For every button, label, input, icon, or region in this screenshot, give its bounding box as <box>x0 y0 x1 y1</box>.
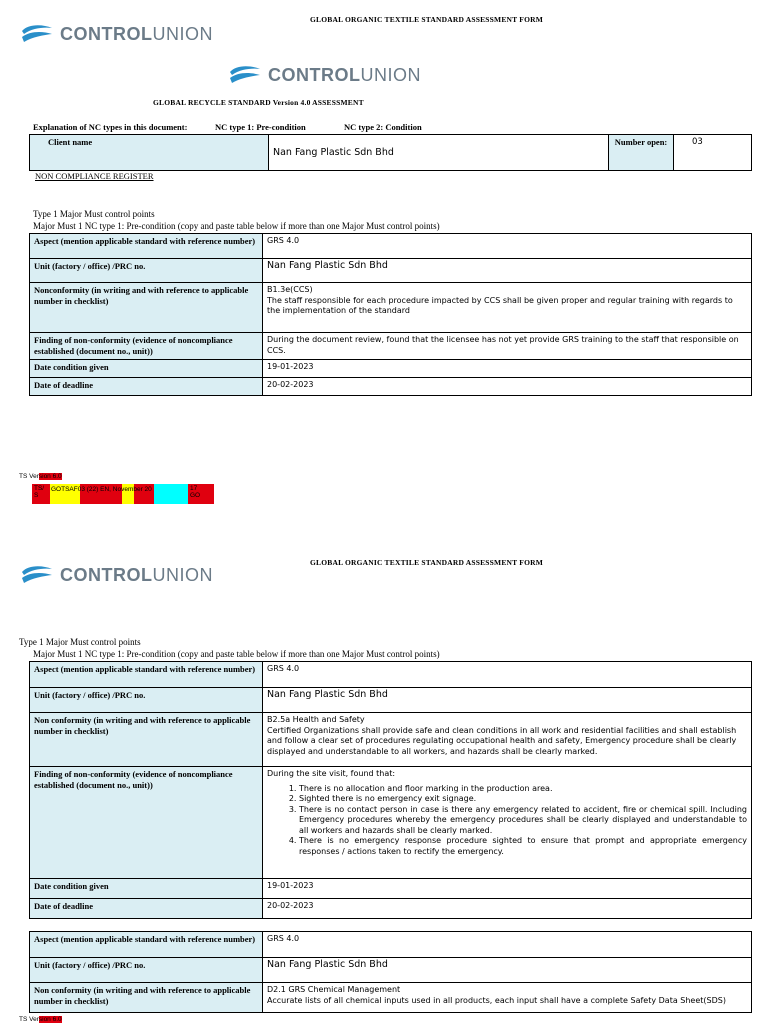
aspect-label: Aspect (mention applicable standard with reference number) <box>30 234 263 259</box>
footer-ts-version: TS Version 6.0 <box>19 473 62 480</box>
register-title: NON COMPLIANCE REGISTER <box>35 171 154 181</box>
page2-footer-ts-version: TS Version 6.0 <box>19 1016 62 1023</box>
date-given-value: 19-01-2023 <box>263 879 752 899</box>
type1-heading: Type 1 Major Must control points <box>33 209 155 219</box>
client-table <box>29 134 752 171</box>
date-given-label: Date condition given <box>30 360 263 378</box>
nc-explain-label: Explanation of NC types in this document: <box>33 122 188 132</box>
finding-list <box>267 784 747 858</box>
major-must-note: Major Must 1 NC type 1: Pre-condition (copy and paste table below if more than one Major Must control points) <box>33 221 440 231</box>
page2-type1-heading: Type 1 Major Must control points <box>19 637 141 647</box>
nc-type2-label: NC type 2: Condition <box>344 122 422 132</box>
deadline-label: Date of deadline <box>30 378 263 396</box>
nc-table-3 <box>29 931 752 1013</box>
finding-label: Finding of non-conformity (evidence of noncompliance established (document no., unit)) <box>30 333 263 360</box>
nc-table-1 <box>29 233 752 396</box>
number-open-label: Number open: <box>609 135 674 171</box>
list-item: 3. There is no contact person in case is there any emergency related to accident, fire or chemical spill. Including Emergency procedures whereby the emergency procedures shall be clearly displayed and understandable to all workers and hazards shall be clearly marked. <box>299 805 747 837</box>
finding-value: During the site visit, found that: 1. There is no allocation and floor marking in the production area. 2. Sighted there is no emergency exit signage. 3. There is no contact person in case is there any emergency related to accident, fire or chemical spill. Including Emergency procedures whereby the emergency procedures shall be clearly displayed and understandable to all workers and hazards shall be clearly marked. 4. There is no emergency response procedure sighted to ensure that prompt and appropriate emergency responses / actions taken to rectify the emergency. <box>263 767 752 879</box>
deadline-value: 20-02-2023 <box>263 899 752 919</box>
nc-table-2 <box>29 661 752 919</box>
control-union-logo-center: CONTROLUNION <box>228 63 421 87</box>
aspect-label: Aspect (mention applicable standard with reference number) <box>30 932 263 958</box>
control-union-swirl-icon <box>20 22 54 46</box>
page-header-title: GLOBAL ORGANIC TEXTILE STANDARD ASSESSMENT FORM <box>310 15 543 24</box>
control-union-logo-page2: CONTROLUNION <box>20 563 213 587</box>
date-given-label: Date condition given <box>30 879 263 899</box>
aspect-value: GRS 4.0 <box>263 932 752 958</box>
nonconformity-label: Non conformity (in writing and with reference to applicable number in checklist) <box>30 713 263 767</box>
list-item: 2. Sighted there is no emergency exit signage. <box>299 794 747 805</box>
aspect-label: Aspect (mention applicable standard with reference number) <box>30 662 263 688</box>
finding-label: Finding of non-conformity (evidence of noncompliance established (document no., unit)) <box>30 767 263 879</box>
page2-header-title: GLOBAL ORGANIC TEXTILE STANDARD ASSESSMENT FORM <box>310 558 543 567</box>
deadline-value: 20-02-2023 <box>263 378 752 396</box>
unit-value: Nan Fang Plastic Sdn Bhd <box>263 688 752 713</box>
finding-value: During the document review, found that the licensee has not yet provide GRS training to the staff that responsible on CCS. <box>263 333 752 360</box>
unit-label: Unit (factory / office) /PRC no. <box>30 688 263 713</box>
nonconformity-label: Non conformity (in writing and with reference to applicable number in checklist) <box>30 983 263 1013</box>
date-given-value: 19-01-2023 <box>263 360 752 378</box>
nonconformity-value: B1.3e(CCS) The staff responsible for each procedure impacted by CCS shall be given proper and regular training with regards to the implementation of the standard <box>263 283 752 333</box>
nc-type1-label: NC type 1: Pre-condition <box>215 122 306 132</box>
nonconformity-value: B2.5a Health and Safety Certified Organizations shall provide safe and clean conditions in all work and residential facilities and shall establish and follow a clear set of procedures regulating occupational health and safety, Emergency procedure shall be clearly displayed and understandable to all workers, and hazards shall be clearly marked. <box>263 713 752 767</box>
control-union-swirl-icon <box>20 563 54 587</box>
unit-value: Nan Fang Plastic Sdn Bhd <box>263 958 752 983</box>
footer-strip-seg: TS/ S <box>32 484 50 504</box>
aspect-value: GRS 4.0 <box>263 662 752 688</box>
unit-value: Nan Fang Plastic Sdn Bhd <box>263 259 752 283</box>
client-name-value: Nan Fang Plastic Sdn Bhd <box>269 135 609 171</box>
aspect-value: GRS 4.0 <box>263 234 752 259</box>
deadline-label: Date of deadline <box>30 899 263 919</box>
nonconformity-label: Nonconformity (in writing and with reference to applicable number in checklist) <box>30 283 263 333</box>
list-item: 1. There is no allocation and floor marking in the production area. <box>299 784 747 795</box>
nonconformity-value: D2.1 GRS Chemical Management Accurate lists of all chemical inputs used in all products, each input shall have a complete Safety Data Sheet(SDS) <box>263 983 752 1013</box>
unit-label: Unit (factory / office) /PRC no. <box>30 259 263 283</box>
number-open-value: 03 <box>674 135 752 171</box>
control-union-swirl-icon <box>228 63 262 87</box>
page2-major-must-note: Major Must 1 NC type 1: Pre-condition (copy and paste table below if more than one Major Must control points) <box>33 649 440 659</box>
client-name-label: Client name <box>30 135 269 171</box>
footer-strip-label: GOTSAF03 (22) EN, November 20 <box>51 486 152 493</box>
list-item: 4. There is no emergency response procedure sighted to ensure that prompt and appropriate emergency responses / actions taken to rectify the emergency. <box>299 836 747 857</box>
unit-label: Unit (factory / office) /PRC no. <box>30 958 263 983</box>
control-union-logo: CONTROLUNION <box>20 22 213 46</box>
grs-title: GLOBAL RECYCLE STANDARD Version 4.0 ASSESSMENT <box>153 98 364 107</box>
footer-strip-seg: 17 GO <box>188 484 214 504</box>
footer-strip-seg <box>154 484 188 504</box>
